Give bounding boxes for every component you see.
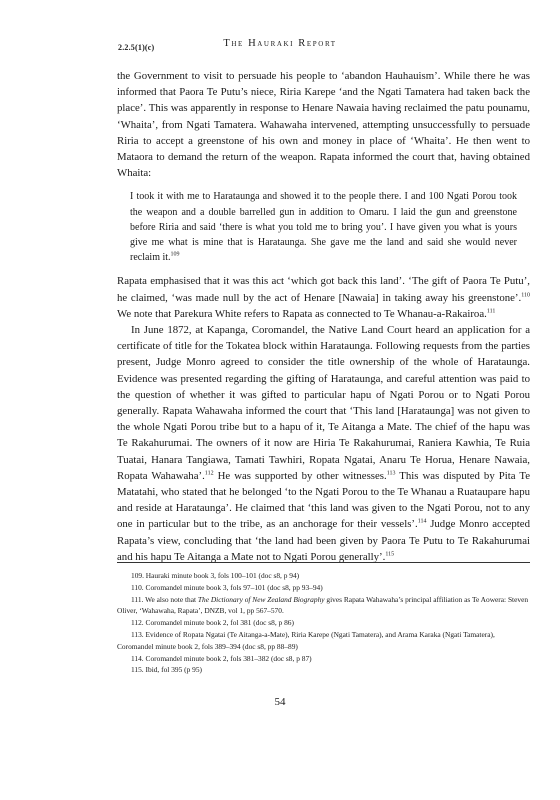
footnote-ref[interactable]: 112 [204, 470, 214, 477]
footnote-number: 110. [131, 582, 144, 592]
paragraph-text: He was supported by other witnesses. [213, 469, 387, 482]
body-text [117, 68, 530, 565]
running-title-text: The Hauraki Report [223, 38, 337, 49]
footnote-number: 109. [131, 571, 144, 580]
footnote [117, 629, 530, 653]
footnote-number: 113. [131, 629, 144, 639]
footnote [117, 582, 530, 594]
footnote-ref[interactable]: 113 [386, 470, 396, 477]
quote-text: I took it with me to Harataunga and showed it to the people there. I and 100 Ngati Porou took the weapon and a double barrelled gun in addition to Omaru. I laid the gun and greenstone before Riria and said ‘there is what you told me to bring you’. I have given you what is yours give me what is mine that is Harataunga. She gave me the land and said she would never reclaim it. [130, 191, 517, 264]
paragraph-text: This was disputed by Pita Te Matatahi, who stated that he belonged ‘to the Ngati Porou to the Te Whanau a Ruataupare hapu and reside at Harataunga’. He claimed that ‘this land was given to the Ngati Porou, not to any one in particular but to the tribe, as an anchorage for their vessels’. [117, 469, 530, 531]
paragraph-continued [117, 68, 530, 181]
footnote-number: 112. [131, 618, 144, 628]
footnote-text: Hauraki minute book 3, fols 100–101 (doc s8, p 94) [145, 571, 300, 580]
footnote-book-title: The Dictionary of New Zealand Biography [197, 594, 325, 604]
footnote-number: 114. [131, 653, 144, 663]
footnote-text: gives Rapata Wahawaha’s principal affiliation as Te Aowera: Steven Oliver, ‘Wahawaha, Rapata’, DNZB, vol 1, pp 567–570. [117, 594, 529, 616]
footnote [117, 617, 530, 629]
footnote-text: Coromandel minute book 3, fols 97–101 (doc s8, pp 93–94) [145, 582, 323, 592]
footnote-number: 115. [131, 665, 144, 675]
footnote-divider [117, 562, 530, 563]
footnote-ref[interactable]: 109 [170, 251, 180, 258]
footnote-text: Coromandel minute book 2, fol 381 (doc s8, p 86) [145, 618, 294, 628]
footnote [117, 594, 530, 618]
footnote [117, 664, 530, 676]
footnote-ref[interactable]: 114 [417, 518, 427, 525]
paragraph-text: the Government to visit to persuade his people to ‘abandon Hauhauism’. While there he was informed that Paora Te Putu’s niece, Riria Karepe ‘and the Ngati Tamatera had taken back the place’. This was apparently in response to Henare Nawaia having reclaimed the patu pounamu, ‘Whaita’, from Ngati Tamatera. Wahawaha intervened, attempting unsuccessfully to persuade Riria to accept a greenstone of his own and money in place of ‘Whaita’. He then went to Mataora to demand the return of the weapon. Rapata informed the court that, having obtained Whaita: [117, 70, 530, 180]
footnote-number: 111. [131, 594, 144, 604]
page-number: 54 [274, 696, 286, 708]
paragraph-text: We note that Parekura White refers to Rapata as connected to Te Whanau-a-Rakairoa. [117, 307, 487, 320]
paragraph [117, 322, 530, 565]
block-quote [130, 189, 517, 265]
footnotes [117, 570, 530, 676]
footnote-ref[interactable]: 115 [385, 551, 395, 558]
footnote-ref[interactable]: 110 [521, 292, 530, 299]
footnote [117, 653, 530, 665]
paragraph-text: Rapata emphasised that it was this act ‘which got back this land’. ‘The gift of Paora Te Putu’, he claimed, ‘was made null by the act of Henare [Nawaia] in taking away his greenstone’. [117, 275, 530, 304]
section-reference: 2.2.5(1)(c) [118, 43, 155, 52]
footnote-text: Evidence of Ropata Ngatai (Te Aitanga-a-Mate), Riria Karepe (Ngati Tamatera), and Arama Karaka (Ngati Tamatera), Coromandel minute book 2, fols 389–394 (doc s8, pp 88–89) [117, 629, 495, 651]
paragraph-text: In June 1872, at Kapanga, Coromandel, the Native Land Court heard an application for a certificate of title for the Tokatea block within Harataunga. Following requests from the parties present, Judge Monro agreed to consider the title ownership of the whole of Harataunga. Evidence was presented regarding the gifting of Harataunga, and careful attention was paid to the question of whether it was gifted to particular hapu of Ngati Porou or to Ngati Porou generally. Rapata Wahawaha informed the court that ‘This land [Harataunga] was not given to the whole Ngati Porou tribe but to a hapu of it, Te Aitanga a Mate. The chief of the hapu was Te Rakahurumai. The owners of it now are Hiria Te Rakahurumai, Raniera Kawhia, Te Ruia Tuatai, Hanara Tangiawa, Tamati Tawhiri, Ropata Ngatai, Anaru Te Horua, Henare Nawaia, Ropata Wahawaha’. [117, 324, 530, 482]
footnote [117, 570, 530, 582]
footnote-text: We also note that [145, 594, 198, 604]
footnote-text: Coromandel minute book 2, fols 381–382 (doc s8, p 87) [145, 653, 312, 663]
running-title [0, 38, 560, 49]
paragraph [117, 273, 530, 322]
footnote-ref[interactable]: 111 [486, 308, 496, 315]
footnote-text: Ibid, fol 395 (p 95) [145, 665, 202, 675]
paragraph-text: Judge Monro accepted Rapata’s view, concluding that ‘the land had been given by Paora Te Putu to Te Rakahurumai and his hapu Te Aitanga a Mate not to Ngati Porou generally’. [117, 518, 530, 563]
